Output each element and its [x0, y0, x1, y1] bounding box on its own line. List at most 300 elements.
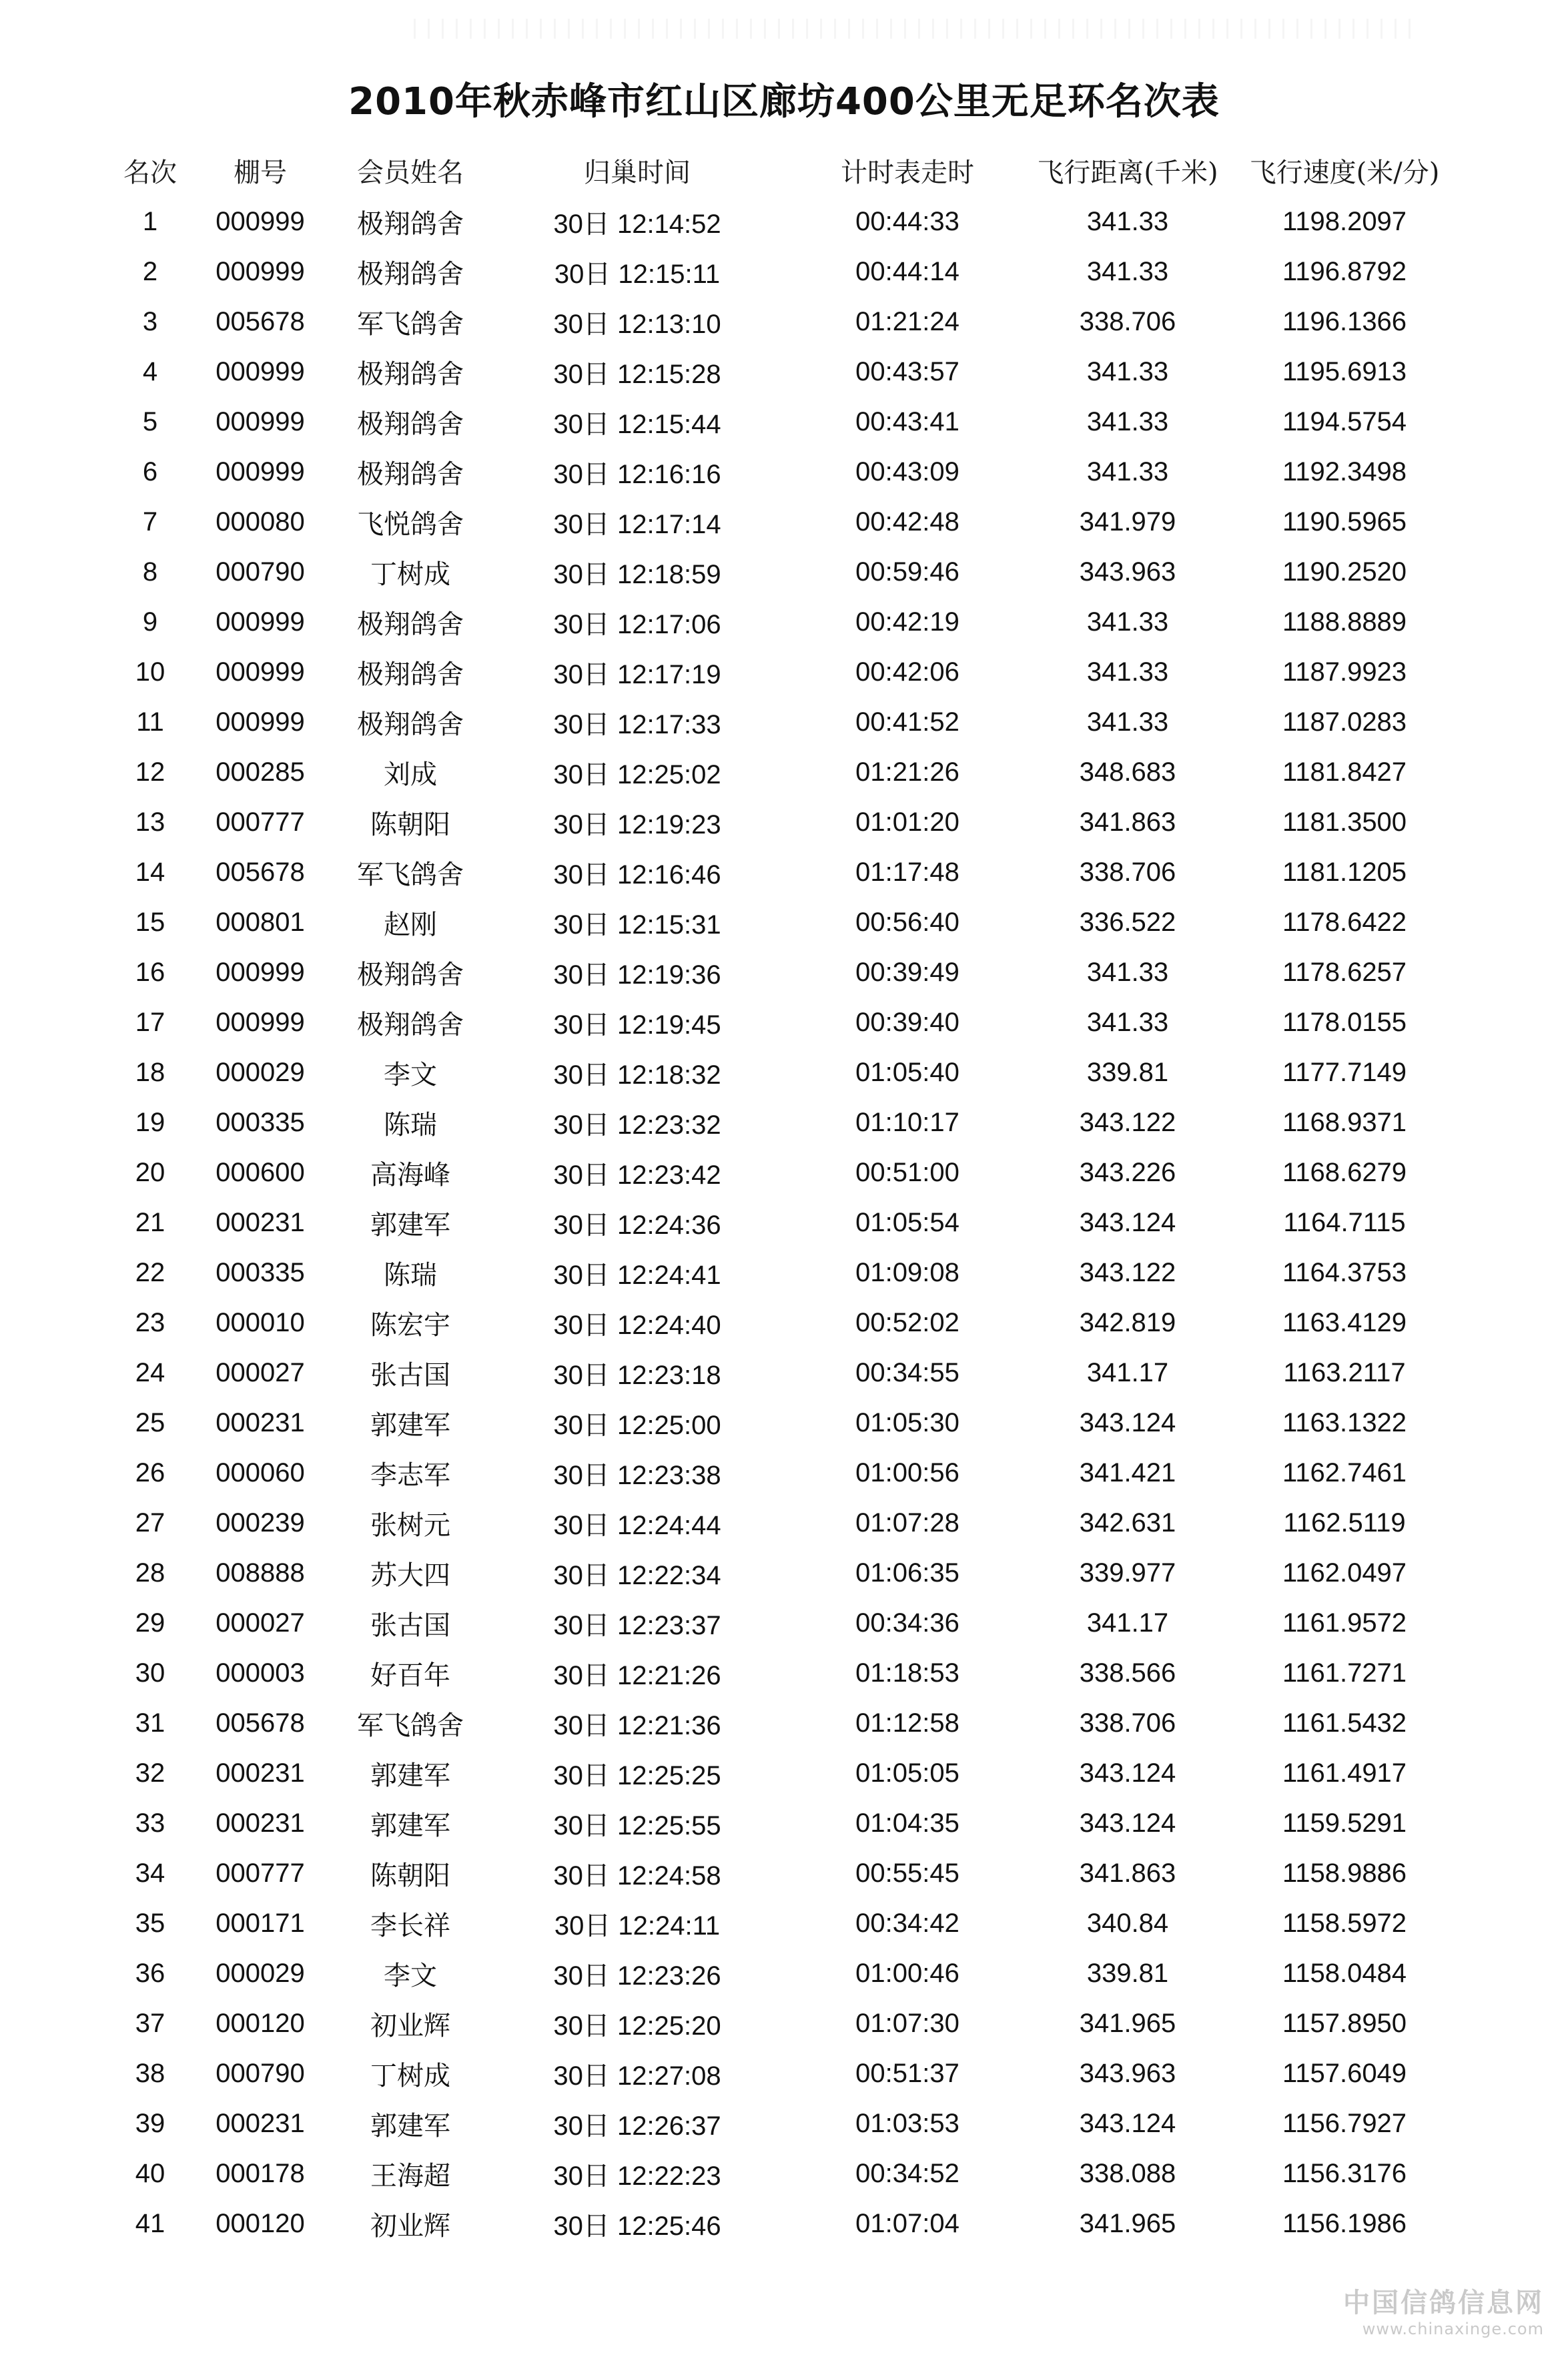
cell-loft-id: 000801	[216, 908, 305, 937]
cell-distance: 339.977	[1079, 1558, 1176, 1588]
table-row	[107, 1798, 1468, 1848]
cell-clock-elapsed: 01:03:53	[855, 2109, 959, 2138]
cell-speed: 1188.8889	[1282, 607, 1407, 637]
cell-loft-id: 005678	[216, 307, 305, 336]
cell-distance: 341.33	[1086, 1008, 1169, 1037]
cell-loft-id: 000777	[216, 807, 305, 837]
cell-speed: 1162.7461	[1282, 1458, 1407, 1487]
cell-rank: 39	[135, 2109, 165, 2138]
cell-loft-id: 000285	[216, 757, 305, 787]
cell-rank: 26	[135, 1458, 165, 1487]
cell-member-name: 郭建军	[370, 1210, 450, 1241]
cell-rank: 37	[135, 2009, 165, 2038]
cell-distance: 341.965	[1079, 2009, 1176, 2038]
cell-distance: 341.33	[1086, 457, 1169, 486]
cell-member-name: 极翔鸽舍	[357, 259, 464, 290]
cell-distance: 341.965	[1079, 2209, 1176, 2238]
watermark-site-name: 中国信鸽信息网	[1343, 2288, 1544, 2318]
cell-distance: 341.863	[1079, 1859, 1176, 1888]
table-row	[107, 998, 1468, 1048]
cell-rank: 4	[142, 357, 158, 386]
cell-clock-elapsed: 01:07:04	[855, 2209, 959, 2238]
column-header-rank: 名次	[123, 157, 177, 188]
cell-clock-elapsed: 00:39:40	[855, 1008, 959, 1037]
cell-speed: 1164.3753	[1282, 1258, 1407, 1287]
cell-speed: 1190.2520	[1282, 557, 1407, 587]
cell-arrival-time: 30日 12:23:42	[553, 1160, 721, 1190]
cell-loft-id: 000231	[216, 1208, 305, 1237]
cell-member-name: 好百年	[370, 1660, 450, 1691]
cell-arrival-time: 30日 12:24:41	[553, 1261, 721, 1290]
cell-speed: 1192.3498	[1282, 457, 1407, 486]
cell-speed: 1178.6257	[1282, 958, 1407, 987]
cell-member-name: 陈朝阳	[370, 809, 450, 840]
table-row	[107, 697, 1468, 747]
cell-loft-id: 005678	[216, 1708, 305, 1738]
cell-rank: 20	[135, 1158, 165, 1187]
cell-speed: 1158.0484	[1282, 1959, 1407, 1988]
cell-clock-elapsed: 01:05:05	[855, 1758, 959, 1788]
cell-arrival-time: 30日 12:23:37	[553, 1611, 721, 1640]
table-row	[107, 747, 1468, 797]
column-header-member-name: 会员姓名	[357, 157, 464, 188]
cell-distance: 343.122	[1079, 1258, 1176, 1287]
cell-member-name: 陈瑞	[384, 1110, 437, 1140]
cell-speed: 1181.1205	[1282, 858, 1407, 887]
cell-speed: 1162.0497	[1282, 1558, 1407, 1588]
cell-speed: 1156.3176	[1282, 2159, 1407, 2188]
cell-distance: 343.122	[1079, 1108, 1176, 1137]
cell-clock-elapsed: 01:04:35	[855, 1808, 959, 1838]
cell-rank: 3	[142, 307, 158, 336]
cell-distance: 343.124	[1079, 1208, 1176, 1237]
cell-rank: 13	[135, 807, 165, 837]
cell-clock-elapsed: 00:43:57	[855, 357, 959, 386]
cell-distance: 341.33	[1086, 707, 1169, 737]
cell-arrival-time: 30日 12:23:32	[553, 1110, 721, 1140]
cell-distance: 339.81	[1086, 1058, 1169, 1087]
table-row	[107, 2199, 1468, 2249]
cell-rank: 38	[135, 2059, 165, 2088]
cell-clock-elapsed: 01:05:30	[855, 1408, 959, 1437]
cell-rank: 21	[135, 1208, 165, 1237]
cell-arrival-time: 30日 12:17:06	[553, 610, 721, 639]
table-row	[107, 1098, 1468, 1148]
cell-clock-elapsed: 00:43:41	[855, 407, 959, 436]
cell-rank: 40	[135, 2159, 165, 2188]
cell-arrival-time: 30日 12:13:10	[553, 310, 721, 339]
cell-arrival-time: 30日 12:25:00	[553, 1411, 721, 1440]
cell-speed: 1164.7115	[1283, 1208, 1406, 1237]
cell-rank: 29	[135, 1608, 165, 1638]
cell-loft-id: 000231	[216, 1808, 305, 1838]
cell-arrival-time: 30日 12:18:32	[553, 1060, 721, 1090]
cell-clock-elapsed: 00:51:37	[855, 2059, 959, 2088]
cell-rank: 1	[142, 207, 158, 236]
cell-rank: 6	[142, 457, 158, 486]
cell-arrival-time: 30日 12:15:28	[553, 360, 721, 389]
cell-loft-id: 000231	[216, 2109, 305, 2138]
cell-member-name: 张古国	[370, 1360, 450, 1391]
cell-clock-elapsed: 00:41:52	[855, 707, 959, 737]
cell-loft-id: 000029	[216, 1959, 305, 1988]
table-row	[107, 547, 1468, 597]
cell-rank: 5	[142, 407, 158, 436]
cell-loft-id: 000178	[216, 2159, 305, 2188]
cell-speed: 1194.5754	[1282, 407, 1407, 436]
cell-clock-elapsed: 01:00:56	[855, 1458, 959, 1487]
cell-speed: 1161.7271	[1282, 1658, 1407, 1688]
cell-rank: 15	[135, 908, 165, 937]
table-body	[107, 197, 1468, 2249]
cell-loft-id: 000777	[216, 1859, 305, 1888]
table-row	[107, 1899, 1468, 1949]
cell-speed: 1168.6279	[1282, 1158, 1407, 1187]
cell-clock-elapsed: 01:01:20	[855, 807, 959, 837]
cell-member-name: 郭建军	[370, 1410, 450, 1441]
cell-distance: 342.631	[1079, 1508, 1176, 1538]
cell-arrival-time: 30日 12:15:31	[553, 910, 721, 940]
cell-speed: 1198.2097	[1282, 207, 1407, 236]
cell-arrival-time: 30日 12:16:46	[553, 860, 721, 890]
cell-distance: 341.421	[1079, 1458, 1176, 1487]
cell-rank: 8	[142, 557, 158, 587]
cell-arrival-time: 30日 12:25:55	[553, 1811, 721, 1840]
cell-rank: 36	[135, 1959, 165, 1988]
cell-rank: 35	[135, 1909, 165, 1938]
cell-clock-elapsed: 00:42:48	[855, 507, 959, 537]
cell-clock-elapsed: 00:59:46	[855, 557, 959, 587]
table-row	[107, 447, 1468, 497]
cell-rank: 33	[135, 1808, 165, 1838]
table-row	[107, 497, 1468, 547]
cell-distance: 341.33	[1086, 357, 1169, 386]
table-row	[107, 1548, 1468, 1598]
cell-arrival-time: 30日 12:16:16	[553, 460, 721, 489]
cell-clock-elapsed: 01:00:46	[855, 1959, 959, 1988]
table-row	[107, 2099, 1468, 2149]
cell-loft-id: 000080	[216, 507, 305, 537]
cell-rank: 17	[135, 1008, 165, 1037]
cell-clock-elapsed: 00:56:40	[855, 908, 959, 937]
cell-loft-id: 000335	[216, 1108, 305, 1137]
column-header-clock-elapsed: 计时表走时	[841, 157, 974, 188]
cell-member-name: 高海峰	[370, 1160, 450, 1191]
cell-loft-id: 008888	[216, 1558, 305, 1588]
cell-member-name: 陈宏宇	[370, 1310, 450, 1341]
cell-distance: 348.683	[1079, 757, 1176, 787]
cell-distance: 338.706	[1079, 307, 1176, 336]
cell-clock-elapsed: 00:51:00	[855, 1158, 959, 1187]
cell-distance: 343.963	[1079, 2059, 1176, 2088]
cell-distance: 341.17	[1086, 1358, 1169, 1387]
cell-speed: 1163.4129	[1282, 1308, 1407, 1337]
cell-loft-id: 000231	[216, 1408, 305, 1437]
cell-loft-id: 000060	[216, 1458, 305, 1487]
cell-rank: 32	[135, 1758, 165, 1788]
cell-member-name: 郭建军	[370, 1810, 450, 1841]
cell-loft-id: 000999	[216, 257, 305, 286]
cell-clock-elapsed: 01:10:17	[855, 1108, 959, 1137]
cell-speed: 1177.7149	[1282, 1058, 1407, 1087]
cell-clock-elapsed: 00:42:19	[855, 607, 959, 637]
cell-arrival-time: 30日 12:27:08	[553, 2061, 721, 2091]
table-row	[107, 1648, 1468, 1698]
cell-clock-elapsed: 01:21:26	[855, 757, 959, 787]
cell-loft-id: 000999	[216, 407, 305, 436]
cell-loft-id: 000231	[216, 1758, 305, 1788]
cell-member-name: 极翔鸽舍	[357, 659, 464, 690]
cell-speed: 1158.9886	[1282, 1859, 1407, 1888]
cell-rank: 34	[135, 1859, 165, 1888]
cell-distance: 340.84	[1086, 1909, 1169, 1938]
cell-member-name: 军飞鸽舍	[357, 860, 464, 890]
table-row	[107, 597, 1468, 647]
column-header-speed: 飞行速度(米/分)	[1249, 157, 1440, 188]
cell-clock-elapsed: 00:34:55	[855, 1358, 959, 1387]
cell-loft-id: 000120	[216, 2209, 305, 2238]
table-row	[107, 1999, 1468, 2049]
page-title: 2010年秋赤峰市红山区廊坊400公里无足环名次表	[348, 80, 1220, 123]
cell-arrival-time: 30日 12:23:18	[553, 1361, 721, 1390]
cell-member-name: 赵刚	[384, 910, 437, 940]
cell-rank: 11	[136, 707, 164, 737]
results-table	[107, 143, 1468, 2249]
table-row	[107, 1949, 1468, 1999]
cell-member-name: 苏大四	[370, 1560, 450, 1591]
cell-rank: 23	[135, 1308, 165, 1337]
cell-arrival-time: 30日 12:26:37	[553, 2111, 721, 2141]
table-row	[107, 297, 1468, 347]
cell-member-name: 极翔鸽舍	[357, 359, 464, 390]
table-row	[107, 898, 1468, 948]
cell-member-name: 军飞鸽舍	[357, 309, 464, 340]
cell-speed: 1157.8950	[1282, 2009, 1407, 2038]
table-row	[107, 1198, 1468, 1248]
cell-member-name: 军飞鸽舍	[357, 1710, 464, 1741]
cell-loft-id: 000010	[216, 1308, 305, 1337]
cell-rank: 9	[142, 607, 158, 637]
cell-clock-elapsed: 00:34:52	[855, 2159, 959, 2188]
cell-rank: 25	[135, 1408, 165, 1437]
cell-arrival-time: 30日 12:21:26	[553, 1661, 721, 1690]
table-row	[107, 1348, 1468, 1398]
cell-speed: 1187.9923	[1282, 657, 1407, 687]
cell-clock-elapsed: 00:52:02	[855, 1308, 959, 1337]
cell-distance: 338.706	[1079, 858, 1176, 887]
table-row	[107, 1398, 1468, 1448]
cell-rank: 22	[135, 1258, 165, 1287]
table-row	[107, 2149, 1468, 2199]
cell-loft-id: 000029	[216, 1058, 305, 1087]
scan-noise	[414, 19, 1415, 39]
table-row	[107, 1298, 1468, 1348]
cell-speed: 1181.3500	[1282, 807, 1407, 837]
cell-rank: 12	[135, 757, 165, 787]
cell-speed: 1161.9572	[1282, 1608, 1407, 1638]
cell-member-name: 李志军	[370, 1460, 450, 1491]
cell-speed: 1168.9371	[1282, 1108, 1407, 1137]
cell-arrival-time: 30日 12:23:38	[553, 1461, 721, 1490]
cell-clock-elapsed: 01:21:24	[855, 307, 959, 336]
cell-loft-id: 000120	[216, 2009, 305, 2038]
cell-distance: 343.226	[1079, 1158, 1176, 1187]
cell-arrival-time: 30日 12:24:58	[553, 1861, 721, 1891]
column-header-arrival-time: 归巢时间	[584, 157, 691, 188]
cell-member-name: 丁树成	[370, 2061, 450, 2091]
cell-speed: 1156.7927	[1282, 2109, 1407, 2138]
cell-arrival-time: 30日 12:14:52	[553, 210, 721, 239]
cell-clock-elapsed: 00:39:49	[855, 958, 959, 987]
cell-speed: 1156.1986	[1282, 2209, 1407, 2238]
cell-loft-id: 000027	[216, 1358, 305, 1387]
cell-loft-id: 000027	[216, 1608, 305, 1638]
cell-clock-elapsed: 00:44:14	[855, 257, 959, 286]
cell-arrival-time: 30日 12:15:11	[554, 260, 721, 289]
cell-arrival-time: 30日 12:25:46	[553, 2212, 721, 2241]
cell-member-name: 陈瑞	[384, 1260, 437, 1291]
cell-clock-elapsed: 00:42:06	[855, 657, 959, 687]
cell-arrival-time: 30日 12:23:26	[553, 1961, 721, 1991]
cell-loft-id: 000003	[216, 1658, 305, 1688]
cell-rank: 30	[135, 1658, 165, 1688]
cell-member-name: 极翔鸽舍	[357, 609, 464, 640]
cell-member-name: 张树元	[370, 1510, 450, 1541]
cell-arrival-time: 30日 12:25:02	[553, 760, 721, 789]
table-row	[107, 1848, 1468, 1899]
cell-distance: 343.124	[1079, 1408, 1176, 1437]
cell-member-name: 陈朝阳	[370, 1861, 450, 1891]
table-row	[107, 347, 1468, 397]
cell-distance: 341.863	[1079, 807, 1176, 837]
table-row	[107, 2049, 1468, 2099]
cell-rank: 18	[135, 1058, 165, 1087]
cell-arrival-time: 30日 12:22:23	[553, 2161, 721, 2191]
cell-distance: 336.522	[1079, 908, 1176, 937]
cell-arrival-time: 30日 12:18:59	[553, 560, 721, 589]
cell-member-name: 李长祥	[370, 1911, 450, 1941]
cell-speed: 1196.8792	[1282, 257, 1407, 286]
cell-distance: 341.33	[1086, 207, 1169, 236]
cell-speed: 1163.1322	[1282, 1408, 1407, 1437]
cell-arrival-time: 30日 12:15:44	[553, 410, 721, 439]
cell-distance: 343.124	[1079, 1808, 1176, 1838]
cell-loft-id: 000239	[216, 1508, 305, 1538]
cell-rank: 14	[135, 858, 165, 887]
cell-loft-id: 000171	[216, 1909, 305, 1938]
cell-clock-elapsed: 00:34:42	[855, 1909, 959, 1938]
cell-speed: 1161.5432	[1282, 1708, 1407, 1738]
cell-member-name: 极翔鸽舍	[357, 709, 464, 740]
cell-speed: 1162.5119	[1283, 1508, 1406, 1538]
cell-rank: 16	[135, 958, 165, 987]
cell-arrival-time: 30日 12:17:33	[553, 710, 721, 739]
cell-member-name: 刘成	[384, 759, 437, 790]
cell-arrival-time: 30日 12:24:11	[554, 1911, 721, 1941]
cell-speed: 1161.4917	[1282, 1758, 1407, 1788]
cell-clock-elapsed: 00:55:45	[855, 1859, 959, 1888]
cell-loft-id: 000999	[216, 207, 305, 236]
cell-speed: 1187.0283	[1282, 707, 1407, 737]
cell-speed: 1157.6049	[1282, 2059, 1407, 2088]
cell-clock-elapsed: 01:07:30	[855, 2009, 959, 2038]
table-row	[107, 1498, 1468, 1548]
site-watermark	[1343, 2282, 1544, 2338]
cell-member-name: 极翔鸽舍	[357, 459, 464, 490]
cell-member-name: 飞悦鸽舍	[357, 509, 464, 540]
cell-rank: 31	[135, 1708, 165, 1738]
cell-loft-id: 000790	[216, 2059, 305, 2088]
cell-member-name: 张古国	[370, 1610, 450, 1641]
cell-rank: 19	[135, 1108, 165, 1137]
watermark-url: www.chinaxinge.com	[1362, 2320, 1544, 2338]
cell-arrival-time: 30日 12:19:23	[553, 810, 721, 839]
cell-distance: 341.17	[1086, 1608, 1169, 1638]
cell-distance: 341.33	[1086, 257, 1169, 286]
cell-arrival-time: 30日 12:24:40	[553, 1311, 721, 1340]
cell-arrival-time: 30日 12:25:20	[553, 2011, 721, 2041]
cell-loft-id: 000790	[216, 557, 305, 587]
table-row	[107, 848, 1468, 898]
cell-rank: 2	[142, 257, 158, 286]
cell-rank: 28	[135, 1558, 165, 1588]
table-row	[107, 1698, 1468, 1748]
table-row	[107, 1748, 1468, 1798]
cell-distance: 341.33	[1086, 657, 1169, 687]
cell-speed: 1190.5965	[1282, 507, 1407, 537]
cell-rank: 41	[135, 2209, 165, 2238]
cell-distance: 341.979	[1079, 507, 1176, 537]
table-row	[107, 1448, 1468, 1498]
cell-clock-elapsed: 01:09:08	[855, 1258, 959, 1287]
cell-clock-elapsed: 01:18:53	[855, 1658, 959, 1688]
cell-distance: 341.33	[1086, 958, 1169, 987]
cell-clock-elapsed: 01:07:28	[855, 1508, 959, 1538]
cell-distance: 343.963	[1079, 557, 1176, 587]
cell-arrival-time: 30日 12:17:14	[553, 510, 721, 539]
table-row	[107, 397, 1468, 447]
cell-arrival-time: 30日 12:25:25	[553, 1761, 721, 1790]
cell-speed: 1195.6913	[1282, 357, 1407, 386]
cell-arrival-time: 30日 12:24:44	[553, 1511, 721, 1540]
cell-clock-elapsed: 01:05:54	[855, 1208, 959, 1237]
cell-arrival-time: 30日 12:19:36	[553, 960, 721, 990]
column-header-distance: 飞行距离(千米)	[1037, 157, 1218, 188]
cell-distance: 338.088	[1079, 2159, 1176, 2188]
cell-arrival-time: 30日 12:19:45	[553, 1010, 721, 1040]
cell-arrival-time: 30日 12:21:36	[553, 1711, 721, 1740]
cell-member-name: 郭建军	[370, 1760, 450, 1791]
cell-loft-id: 000999	[216, 607, 305, 637]
cell-member-name: 丁树成	[370, 559, 450, 590]
cell-member-name: 李文	[384, 1961, 437, 1991]
cell-member-name: 郭建军	[370, 2111, 450, 2141]
cell-distance: 343.124	[1079, 1758, 1176, 1788]
cell-speed: 1163.2117	[1283, 1358, 1406, 1387]
cell-member-name: 李文	[384, 1060, 437, 1090]
cell-distance: 341.33	[1086, 407, 1169, 436]
cell-speed: 1158.5972	[1282, 1909, 1407, 1938]
cell-loft-id: 000999	[216, 457, 305, 486]
cell-rank: 10	[135, 657, 165, 687]
cell-speed: 1196.1366	[1282, 307, 1407, 336]
column-header-loft-id: 棚号	[234, 157, 287, 188]
cell-member-name: 初业辉	[370, 2211, 450, 2242]
cell-member-name: 极翔鸽舍	[357, 209, 464, 240]
cell-member-name: 初业辉	[370, 2011, 450, 2041]
cell-arrival-time: 30日 12:22:34	[553, 1561, 721, 1590]
table-row	[107, 1048, 1468, 1098]
